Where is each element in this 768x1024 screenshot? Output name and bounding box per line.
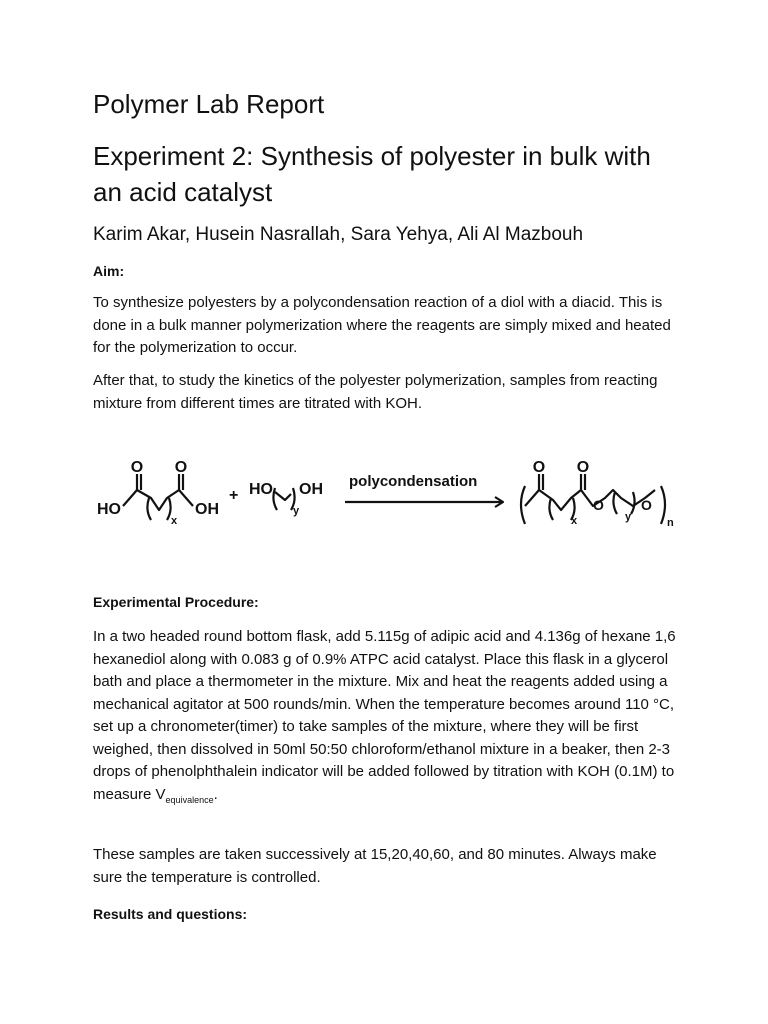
aim-paragraph-1: To synthesize polyesters by a polycondensation reaction of a diol with a diacid. This is done in a bulk manner polymerization where the reagents are simply mixed and heated for the polymerization to occur. — [93, 294, 671, 356]
polymer-subscript-x: x — [571, 515, 578, 527]
diacid-oxygen-1: O — [130, 459, 144, 476]
diacid-oh: OH — [195, 501, 219, 518]
diacid-oxygen-2: O — [174, 459, 188, 476]
reaction-scheme — [93, 448, 683, 558]
polymer-oxygen-2: O — [576, 459, 590, 476]
polymer-oxygen-4: O — [641, 497, 652, 513]
procedure-paragraph-2: These samples are taken successively at 15,20,40,60, and 80 minutes. Always make sure the temperature is controlled. — [93, 846, 657, 886]
aim-paragraph-2: After that, to study the kinetics of the polyester polymerization, samples from reacting mixture from different times are titrated with KOH. — [93, 372, 658, 412]
report-title: Polymer Lab Report — [93, 89, 325, 119]
procedure-text: In a two headed round bottom flask, add 5.115g of adipic acid and 4.136g of hexane 1,6 hexanediol along with 0.083 g of 0.9% ATPC acid catalyst. Place this flask in a glycerol bath and place a thermometer in the mixture. Mix and heat the reagents added using a mechanical agitator at 500 rounds/min. When the temperature becomes around 110 °C, set up a chronometer(timer) to take samples of the mixture, where they will be first weighed, then dissolved in 50ml 50:50 chloroform/ethanol mixture in a beaker, then 2-3 drops of phenolphthalein indicator will be added followed by titration with KOH (0.1M) to measure V — [93, 628, 676, 803]
diacid-chain — [123, 490, 193, 510]
diol-ho: HO — [249, 481, 273, 498]
polymer-oxygen-3: O — [593, 497, 604, 513]
arrow-label: polycondensation — [349, 473, 478, 490]
experiment-title: Experiment 2: Synthesis of polyester in bulk with an acid catalyst — [93, 141, 651, 207]
procedure-heading: Experimental Procedure: — [93, 594, 259, 610]
polymer-subscript-y: y — [625, 511, 632, 523]
polymer-bracket-right — [661, 486, 665, 524]
procedure-paragraph-1 — [93, 626, 678, 811]
diacid-ho: HO — [97, 501, 121, 518]
polymer-bracket-left — [521, 486, 525, 524]
procedure-period: . — [213, 785, 218, 803]
subscript-x: x — [171, 515, 178, 527]
aim-heading: Aim: — [93, 263, 125, 279]
results-heading: Results and questions: — [93, 906, 248, 922]
equivalence-subscript: equivalence — [165, 794, 214, 805]
bracket-x-left — [147, 498, 151, 520]
authors-line: Karim Akar, Husein Nasrallah, Sara Yehya, Ali Al Mazbouh — [93, 224, 584, 245]
subscript-n: n — [667, 517, 674, 529]
subscript-y: y — [293, 505, 300, 517]
polymer-oxygen-1: O — [532, 459, 546, 476]
diol-oh: OH — [299, 481, 323, 498]
plus-sign: + — [229, 487, 239, 504]
